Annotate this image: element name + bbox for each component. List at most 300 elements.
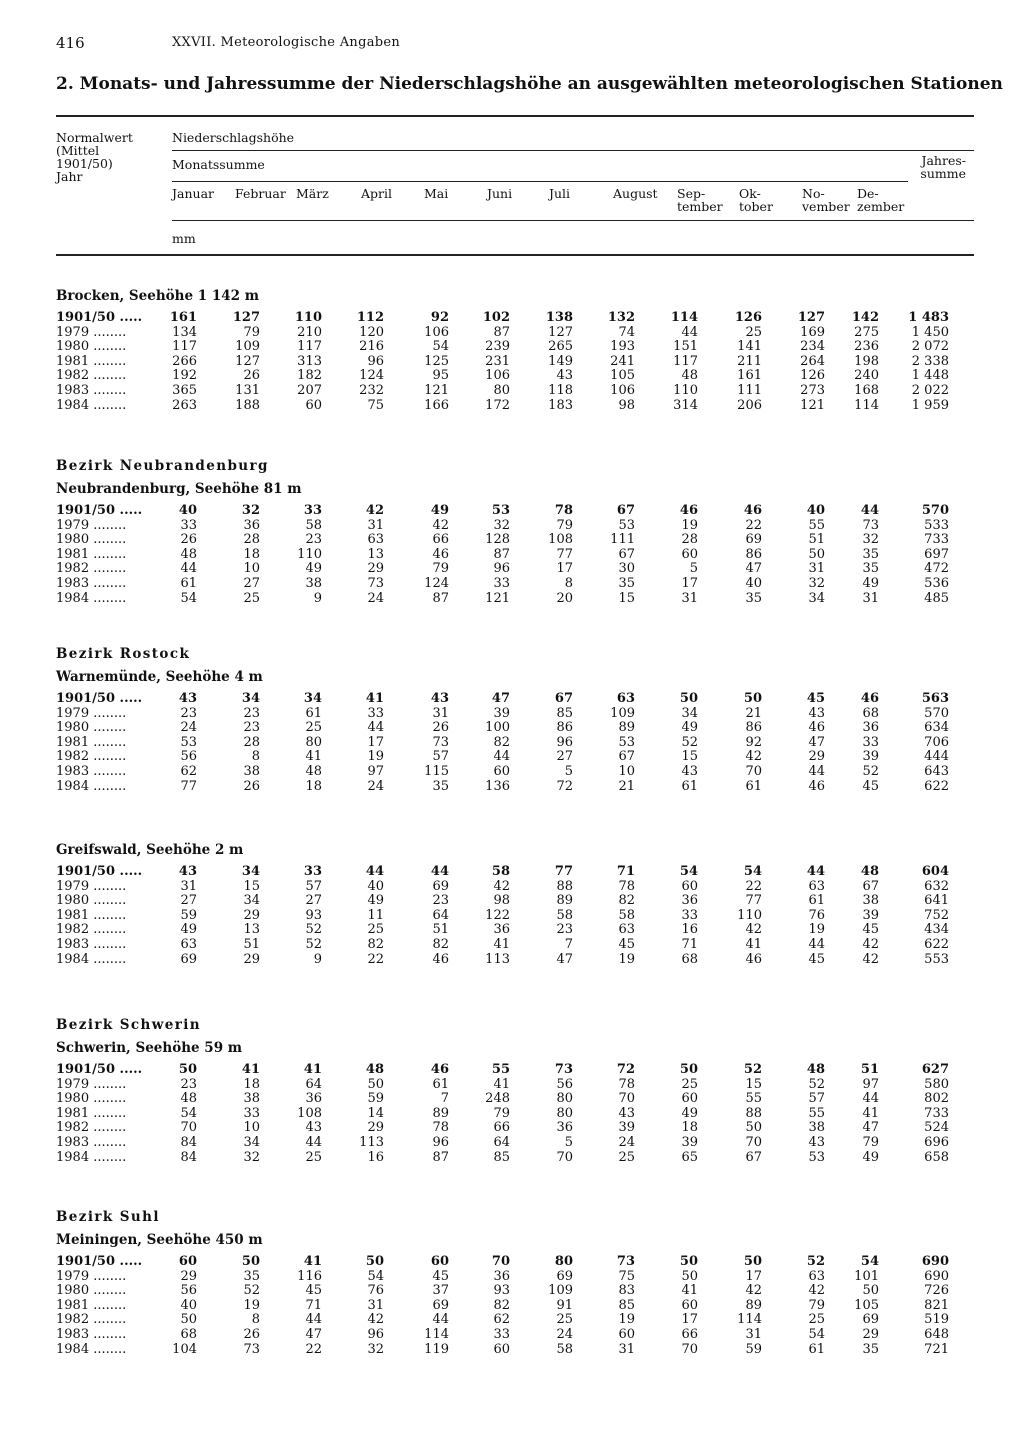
table-cell: 42 <box>745 749 762 765</box>
table-cell: 44 <box>808 937 825 952</box>
table-cell: 60 <box>681 1091 698 1107</box>
row-label: 1980 ........ <box>56 893 127 909</box>
table-row <box>0 1312 1024 1326</box>
table-cell: 2 022 <box>911 383 949 398</box>
table-row <box>0 1327 1024 1341</box>
table-cell: 690 <box>921 1254 949 1269</box>
table-cell: 102 <box>482 310 510 325</box>
table-cell: 132 <box>607 310 635 325</box>
table-cell: 50 <box>679 691 698 706</box>
table-cell: 41 <box>493 1076 510 1092</box>
month-header <box>677 187 723 213</box>
table-cell: 57 <box>432 749 449 765</box>
table-cell: 1 483 <box>908 310 949 325</box>
table-cell: 69 <box>862 1312 879 1328</box>
table-cell: 108 <box>297 1105 322 1121</box>
table-cell: 47 <box>745 561 762 577</box>
table-cell: 112 <box>356 310 384 325</box>
row-label: 1982 ........ <box>56 1312 127 1328</box>
table-cell: 52 <box>806 1254 825 1269</box>
table-cell: 33 <box>180 517 197 533</box>
table-cell: 114 <box>737 1312 762 1328</box>
table-cell: 63 <box>808 878 825 894</box>
table-cell: 73 <box>367 576 384 591</box>
table-cell: 35 <box>243 1268 260 1284</box>
table-cell: 524 <box>924 1120 949 1136</box>
table-cell: 61 <box>305 705 322 721</box>
table-cell: 45 <box>618 937 635 952</box>
table-cell: 28 <box>243 532 260 548</box>
table-cell: 206 <box>737 397 762 413</box>
stub-header-line: 1901/50) <box>56 156 113 171</box>
table-cell: 67 <box>554 691 573 706</box>
table-cell: 23 <box>305 532 322 548</box>
table-cell: 138 <box>545 310 573 325</box>
table-cell: 63 <box>616 691 635 706</box>
row-label: 1983 ........ <box>56 383 127 398</box>
table-cell: 33 <box>681 907 698 923</box>
table-cell: 706 <box>924 734 949 750</box>
table-row <box>0 864 1024 878</box>
month-header-line: No- <box>802 186 825 201</box>
row-label: 1983 ........ <box>56 764 127 779</box>
table-cell: 57 <box>808 1091 825 1107</box>
table-cell: 37 <box>432 1283 449 1299</box>
table-cell: 33 <box>303 864 322 879</box>
table-row <box>0 532 1024 546</box>
month-header-line: vember <box>802 199 850 214</box>
table-cell: 119 <box>424 1341 449 1357</box>
table-cell: 5 <box>564 764 573 779</box>
table-cell: 50 <box>365 1254 384 1269</box>
table-cell: 87 <box>493 324 510 340</box>
table-cell: 45 <box>808 951 825 967</box>
table-cell: 29 <box>367 1120 384 1136</box>
table-cell: 8 <box>251 749 260 765</box>
table-cell: 444 <box>924 749 949 765</box>
month-header-line: August <box>613 186 658 201</box>
table-cell: 44 <box>365 864 384 879</box>
table-cell: 127 <box>797 310 825 325</box>
table-cell: 35 <box>745 590 762 606</box>
table-row <box>0 1298 1024 1312</box>
table-cell: 22 <box>305 1341 322 1357</box>
unit-label: mm <box>172 231 196 246</box>
station-heading: Schwerin, Seehöhe 59 m <box>56 1040 243 1056</box>
table-cell: 89 <box>432 1105 449 1121</box>
table-cell: 2 072 <box>911 339 949 355</box>
table-row <box>0 1254 1024 1268</box>
table-row <box>0 1106 1024 1120</box>
table-cell: 2 338 <box>911 353 949 369</box>
table-cell: 41 <box>241 1062 260 1077</box>
table-cell: 240 <box>854 368 879 384</box>
row-label: 1980 ........ <box>56 532 127 548</box>
table-cell: 53 <box>618 734 635 750</box>
table-cell: 87 <box>432 590 449 606</box>
table-cell: 78 <box>618 878 635 894</box>
table-cell: 68 <box>681 951 698 967</box>
month-header-line: Ok- <box>739 186 761 201</box>
month-header-line: Januar <box>172 186 214 201</box>
table-cell: 42 <box>367 1312 384 1328</box>
table-cell: 44 <box>305 1135 322 1150</box>
table-cell: 114 <box>670 310 698 325</box>
table-cell: 17 <box>745 1268 762 1284</box>
table-cell: 124 <box>424 576 449 591</box>
table-cell: 23 <box>243 720 260 736</box>
table-cell: 41 <box>745 937 762 952</box>
table-cell: 55 <box>808 1105 825 1121</box>
table-cell: 25 <box>367 922 384 938</box>
stub-header-line: Jahr <box>56 169 83 184</box>
table-row <box>0 325 1024 339</box>
table-row <box>0 952 1024 966</box>
table-cell: 51 <box>243 937 260 952</box>
table-cell: 58 <box>556 1341 573 1357</box>
table-cell: 55 <box>491 1062 510 1077</box>
row-label: 1901/50 ..... <box>56 691 143 706</box>
table-cell: 24 <box>367 590 384 606</box>
table-cell: 18 <box>681 1120 698 1136</box>
table-row <box>0 576 1024 590</box>
table-cell: 690 <box>924 1268 949 1284</box>
table-cell: 47 <box>491 691 510 706</box>
table-row <box>0 561 1024 575</box>
table-cell: 96 <box>367 1327 384 1342</box>
table-cell: 36 <box>243 517 260 533</box>
table-cell: 127 <box>232 310 260 325</box>
table-cell: 54 <box>180 1105 197 1121</box>
table-cell: 46 <box>745 951 762 967</box>
table-cell: 49 <box>681 1105 698 1121</box>
table-cell: 34 <box>243 1135 260 1150</box>
row-label: 1983 ........ <box>56 1135 127 1150</box>
table-cell: 58 <box>618 907 635 923</box>
table-cell: 1 450 <box>911 324 949 340</box>
table-cell: 53 <box>618 517 635 533</box>
table-row <box>0 368 1024 382</box>
table-row <box>0 937 1024 951</box>
table-cell: 62 <box>180 764 197 779</box>
table-cell: 100 <box>485 720 510 736</box>
table-cell: 35 <box>862 561 879 577</box>
monthly-header: Monatssumme <box>172 157 265 172</box>
table-cell: 21 <box>745 705 762 721</box>
table-cell: 73 <box>243 1341 260 1357</box>
table-cell: 46 <box>430 1062 449 1077</box>
table-cell: 21 <box>618 778 635 794</box>
table-cell: 110 <box>294 310 322 325</box>
table-cell: 113 <box>359 1135 384 1150</box>
table-cell: 42 <box>745 1283 762 1299</box>
table-cell: 50 <box>743 691 762 706</box>
table-cell: 42 <box>745 922 762 938</box>
table-cell: 193 <box>610 339 635 355</box>
month-header-line: April <box>361 186 392 201</box>
table-cell: 89 <box>618 720 635 736</box>
table-cell: 44 <box>367 720 384 736</box>
table-cell: 46 <box>808 720 825 736</box>
table-cell: 10 <box>243 1120 260 1136</box>
table-cell: 117 <box>673 353 698 369</box>
table-cell: 41 <box>303 1254 322 1269</box>
table-cell: 82 <box>367 937 384 952</box>
table-cell: 105 <box>854 1297 879 1313</box>
table-cell: 31 <box>180 878 197 894</box>
table-cell: 109 <box>548 1283 573 1299</box>
table-cell: 70 <box>745 764 762 779</box>
table-cell: 125 <box>424 353 449 369</box>
table-cell: 43 <box>681 764 698 779</box>
table-cell: 27 <box>556 749 573 765</box>
table-cell: 44 <box>860 503 879 518</box>
table-cell: 211 <box>737 353 762 369</box>
table-row <box>0 1135 1024 1149</box>
table-cell: 50 <box>808 546 825 562</box>
month-header-line: Juli <box>549 186 571 201</box>
table-cell: 24 <box>556 1327 573 1342</box>
table-cell: 52 <box>743 1062 762 1077</box>
table-cell: 41 <box>493 937 510 952</box>
table-cell: 33 <box>367 705 384 721</box>
table-cell: 36 <box>556 1120 573 1136</box>
table-cell: 48 <box>305 764 322 779</box>
table-cell: 75 <box>618 1268 635 1284</box>
table-cell: 34 <box>241 864 260 879</box>
table-cell: 69 <box>745 532 762 548</box>
table-cell: 58 <box>491 864 510 879</box>
table-cell: 44 <box>681 324 698 340</box>
header-rule-bottom <box>56 254 974 256</box>
table-cell: 61 <box>808 1341 825 1357</box>
table-row <box>0 310 1024 324</box>
table-cell: 172 <box>485 397 510 413</box>
table-cell: 39 <box>618 1120 635 1136</box>
table-cell: 89 <box>556 893 573 909</box>
table-cell: 31 <box>862 590 879 606</box>
row-label: 1981 ........ <box>56 546 127 562</box>
table-cell: 9 <box>313 590 322 606</box>
row-label: 1901/50 ..... <box>56 310 143 325</box>
table-cell: 60 <box>178 1254 197 1269</box>
month-header <box>487 187 512 200</box>
row-label: 1982 ........ <box>56 1120 127 1136</box>
table-title: 2. Monats- und Jahressumme der Niederschlagshöhe an ausgewählten meteorologischen Stationen <box>56 74 1003 94</box>
table-cell: 110 <box>297 546 322 562</box>
table-cell: 25 <box>745 324 762 340</box>
table-cell: 29 <box>243 951 260 967</box>
table-cell: 50 <box>681 1268 698 1284</box>
table-cell: 106 <box>424 324 449 340</box>
table-cell: 41 <box>365 691 384 706</box>
table-cell: 114 <box>424 1327 449 1342</box>
table-cell: 25 <box>808 1312 825 1328</box>
table-row <box>0 779 1024 793</box>
district-heading: Bezirk Neubrandenburg <box>56 458 269 474</box>
table-cell: 29 <box>862 1327 879 1342</box>
table-cell: 70 <box>556 1149 573 1165</box>
table-cell: 44 <box>180 561 197 577</box>
table-cell: 166 <box>424 397 449 413</box>
table-row <box>0 339 1024 353</box>
table-cell: 51 <box>860 1062 879 1077</box>
table-cell: 24 <box>367 778 384 794</box>
table-cell: 161 <box>737 368 762 384</box>
table-cell: 56 <box>180 749 197 765</box>
table-cell: 78 <box>432 1120 449 1136</box>
table-cell: 127 <box>235 353 260 369</box>
table-cell: 121 <box>424 383 449 398</box>
table-cell: 11 <box>367 907 384 923</box>
table-cell: 41 <box>303 1062 322 1077</box>
table-cell: 31 <box>367 1297 384 1313</box>
header-rule-monthly <box>172 181 908 182</box>
month-header <box>361 187 392 200</box>
table-cell: 151 <box>673 339 698 355</box>
table-cell: 266 <box>172 353 197 369</box>
table-cell: 563 <box>921 691 949 706</box>
row-label: 1901/50 ..... <box>56 1254 143 1269</box>
table-cell: 22 <box>745 517 762 533</box>
table-cell: 234 <box>800 339 825 355</box>
table-cell: 24 <box>180 720 197 736</box>
table-cell: 93 <box>305 907 322 923</box>
table-cell: 48 <box>806 1062 825 1077</box>
table-cell: 25 <box>305 720 322 736</box>
table-cell: 51 <box>432 922 449 938</box>
table-cell: 32 <box>493 517 510 533</box>
month-header <box>296 187 329 200</box>
table-cell: 34 <box>681 705 698 721</box>
table-cell: 45 <box>862 922 879 938</box>
table-cell: 232 <box>359 383 384 398</box>
table-cell: 17 <box>681 576 698 591</box>
table-cell: 50 <box>679 1062 698 1077</box>
table-cell: 128 <box>485 532 510 548</box>
stub-header-line: Normalwert <box>56 130 133 145</box>
row-label: 1984 ........ <box>56 590 127 606</box>
annual-header-line: Jahres- <box>921 153 966 168</box>
table-cell: 314 <box>673 397 698 413</box>
row-label: 1979 ........ <box>56 705 127 721</box>
table-cell: 34 <box>303 691 322 706</box>
table-cell: 50 <box>743 1254 762 1269</box>
chapter-heading: XXVII. Meteorologische Angaben <box>172 35 401 50</box>
table-cell: 141 <box>737 339 762 355</box>
table-cell: 127 <box>548 324 573 340</box>
table-cell: 39 <box>862 907 879 923</box>
table-cell: 149 <box>548 353 573 369</box>
table-cell: 10 <box>243 561 260 577</box>
table-cell: 33 <box>493 1327 510 1342</box>
row-label: 1983 ........ <box>56 1327 127 1342</box>
table-cell: 61 <box>808 893 825 909</box>
group-header: Niederschlagshöhe <box>172 130 295 145</box>
row-label: 1980 ........ <box>56 720 127 736</box>
table-cell: 15 <box>243 878 260 894</box>
table-cell: 39 <box>493 705 510 721</box>
table-cell: 79 <box>862 1135 879 1150</box>
table-cell: 60 <box>618 1327 635 1342</box>
table-cell: 122 <box>485 907 510 923</box>
table-cell: 5 <box>689 561 698 577</box>
table-cell: 36 <box>862 720 879 736</box>
month-header <box>424 187 448 200</box>
table-cell: 83 <box>618 1283 635 1299</box>
table-cell: 97 <box>367 764 384 779</box>
row-label: 1979 ........ <box>56 517 127 533</box>
table-cell: 73 <box>554 1062 573 1077</box>
table-cell: 38 <box>305 576 322 591</box>
table-cell: 273 <box>800 383 825 398</box>
table-cell: 365 <box>172 383 197 398</box>
station-heading: Greifswald, Seehöhe 2 m <box>56 842 244 858</box>
table-cell: 472 <box>924 561 949 577</box>
table-cell: 47 <box>305 1327 322 1342</box>
table-cell: 35 <box>432 778 449 794</box>
table-cell: 47 <box>556 951 573 967</box>
table-cell: 46 <box>860 691 879 706</box>
table-cell: 265 <box>548 339 573 355</box>
table-cell: 17 <box>367 734 384 750</box>
table-cell: 15 <box>618 590 635 606</box>
table-cell: 52 <box>808 1076 825 1092</box>
table-row <box>0 879 1024 893</box>
table-cell: 44 <box>305 1312 322 1328</box>
table-cell: 45 <box>806 691 825 706</box>
table-row <box>0 922 1024 936</box>
table-cell: 71 <box>616 864 635 879</box>
table-cell: 36 <box>493 1268 510 1284</box>
table-cell: 19 <box>681 517 698 533</box>
table-cell: 69 <box>556 1268 573 1284</box>
table-row <box>0 691 1024 705</box>
row-label: 1984 ........ <box>56 1149 127 1165</box>
month-header-line: tember <box>677 199 723 214</box>
station-heading: Neubrandenburg, Seehöhe 81 m <box>56 481 302 497</box>
table-cell: 49 <box>862 576 879 591</box>
table-cell: 36 <box>305 1091 322 1107</box>
table-cell: 52 <box>305 922 322 938</box>
table-cell: 183 <box>548 397 573 413</box>
table-cell: 14 <box>367 1105 384 1121</box>
table-cell: 71 <box>681 937 698 952</box>
table-cell: 34 <box>808 590 825 606</box>
table-cell: 54 <box>679 864 698 879</box>
table-cell: 19 <box>618 951 635 967</box>
row-label: 1983 ........ <box>56 576 127 591</box>
table-cell: 60 <box>681 878 698 894</box>
table-cell: 192 <box>172 368 197 384</box>
row-label: 1981 ........ <box>56 1105 127 1121</box>
row-label: 1981 ........ <box>56 1297 127 1313</box>
table-cell: 26 <box>180 532 197 548</box>
table-cell: 67 <box>616 503 635 518</box>
table-cell: 26 <box>243 1327 260 1342</box>
table-cell: 43 <box>808 705 825 721</box>
table-cell: 43 <box>618 1105 635 1121</box>
table-cell: 84 <box>180 1149 197 1165</box>
table-cell: 73 <box>616 1254 635 1269</box>
month-header <box>172 187 214 200</box>
table-cell: 75 <box>367 397 384 413</box>
table-row <box>0 1091 1024 1105</box>
table-cell: 16 <box>367 1149 384 1165</box>
table-cell: 109 <box>235 339 260 355</box>
table-row <box>0 749 1024 763</box>
table-cell: 31 <box>745 1327 762 1342</box>
